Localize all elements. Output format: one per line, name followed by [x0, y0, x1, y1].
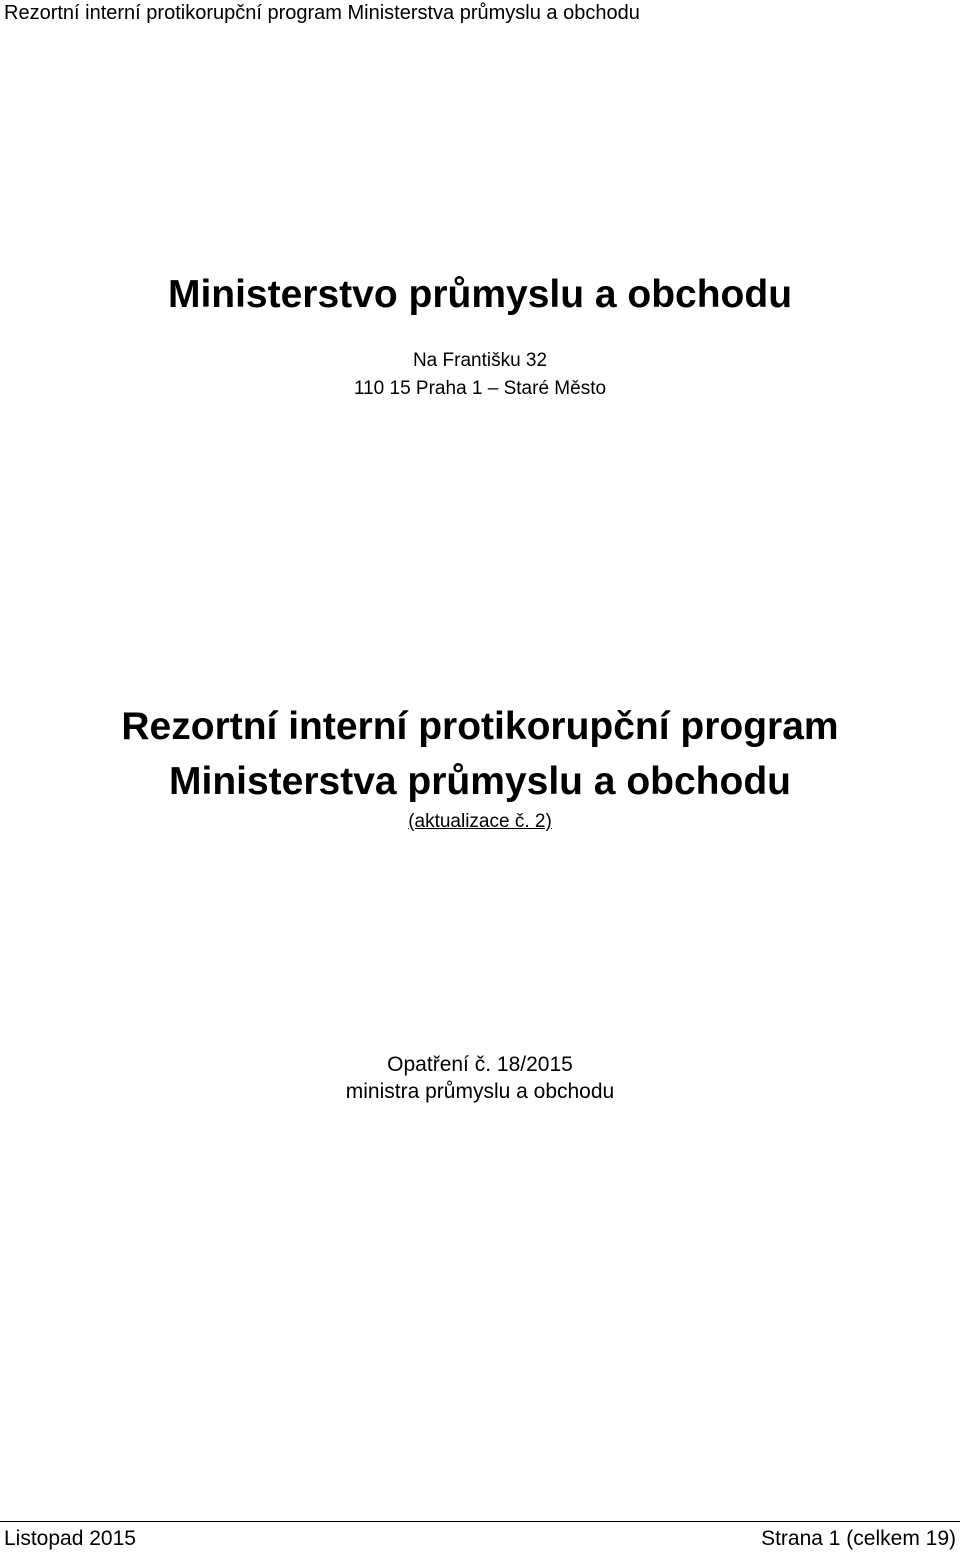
document-update-text: (aktualizace č. 2)	[408, 811, 552, 832]
running-header: Rezortní interní protikorupční program Ministerstva průmyslu a obchodu	[4, 2, 640, 24]
footer-page-number: Strana 1 (celkem 19)	[761, 1527, 956, 1550]
document-update-note	[0, 810, 960, 834]
footer-date: Listopad 2015	[4, 1527, 136, 1550]
document-title-line2: Ministerstva průmyslu a obchodu	[169, 760, 791, 803]
measure-issuer: ministra průmyslu a obchodu	[345, 1080, 615, 1103]
organization-name: Ministerstvo průmyslu a obchodu	[167, 273, 793, 316]
address-street: Na Františku 32	[412, 350, 548, 371]
measure-number: Opatření č. 18/2015	[387, 1053, 573, 1076]
document-title-line1: Rezortní interní protikorupční program	[121, 705, 839, 748]
address-city: 110 15 Praha 1 – Staré Město	[353, 378, 607, 399]
footer-divider	[0, 1521, 960, 1522]
